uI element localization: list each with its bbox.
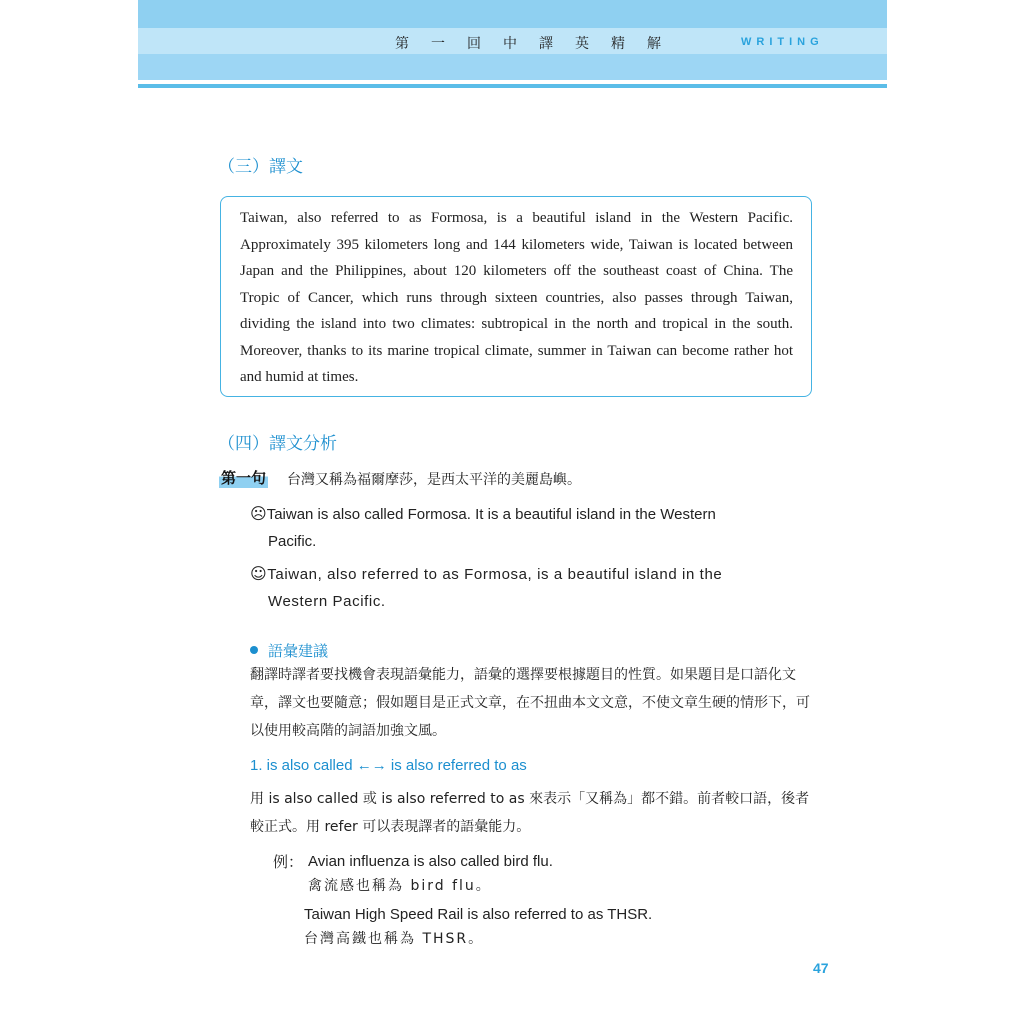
example-1-chinese: 禽流感也稱為 bird flu。 [308,878,492,894]
example-2-chinese: 台灣高鐵也稱為 THSR。 [304,931,485,947]
section-heading-translation: （三）譯文 [218,157,303,177]
sentence-chinese: 台灣又稱為福爾摩莎，是西太平洋的美麗島嶼。 [287,472,581,488]
header-band-top [138,0,887,28]
smile-icon: ☺ [250,564,268,583]
example-2-english: Taiwan High Speed Rail is also referred to as THSR. [304,906,653,923]
vocab-heading-text: 語彙建議 [268,642,329,660]
point-1-paragraph: 用 is also called 或 is also referred to as 來表示「又稱為」都不錯。前者較口語，後者較正式。用 refer 可以表現譯者的語彙能力。 [250,791,810,835]
sentence-label: 第一句 [221,469,267,487]
running-title: 第一回中譯英精解 [395,36,683,52]
point-1-heading: 1. is also called ←→ is also referred to as [250,757,527,774]
bad-line-2: Pacific. [268,533,317,550]
good-translation [250,560,790,615]
bad-line-1: Taiwan is also called Formosa. It is a beautiful island in the Western [266,506,716,523]
header-rule [138,84,887,88]
bullet-dot-icon [250,646,258,654]
page-number: 47 [813,960,829,976]
example-label: 例： [273,853,304,871]
frown-icon: ☹ [250,504,267,523]
example-1 [308,850,553,898]
vocab-paragraph: 翻譯時譯者要找機會表現語彙能力，語彙的選擇要根據題目的性質。如果題目是口語化文章，譯文也要隨意；假如題目是正式文章，在不扭曲本文文意，不使文章生硬的情形下，可以使用較高階的詞語加強文風。 [250,667,810,739]
vocab-heading [250,640,328,661]
good-line-1: Taiwan, also referred to as Formosa, is a beautiful island in the [267,566,723,583]
good-line-2: Western Pacific. [268,593,386,610]
translation-box [220,196,812,397]
running-tag: WRITING [741,36,824,48]
example-1-english: Avian influenza is also called bird flu. [308,853,553,870]
bad-translation [250,500,790,555]
section-heading-analysis: （四）譯文分析 [218,434,337,454]
example-2 [304,903,652,951]
header-band-low [138,54,887,80]
translation-text: Taiwan, also referred to as Formosa, is a beautiful island in the Western Pacific. Approximately 395 kilometers long and 144 kilometers wide, Taiwan is located between Japan and the Philippines, about 120 kilometers off the southeast coast of China. The Tropic of Cancer, which runs through sixteen countries, also passes through Taiwan, dividing the island into two climates: subtropical in the north and tropical in the south. Moreover, thanks to its marine tropical climate, summer in Taiwan can become rather hot and humid at times. [240,210,793,385]
